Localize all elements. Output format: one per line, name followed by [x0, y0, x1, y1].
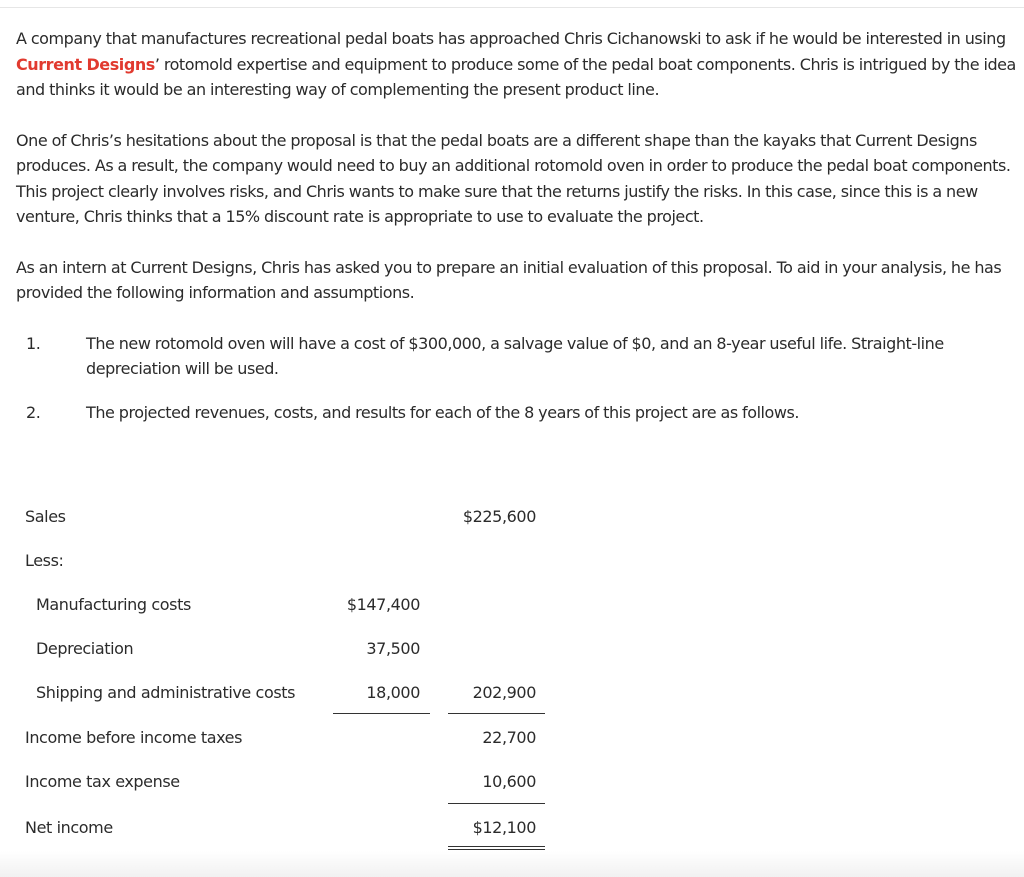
assumptions-list	[16, 331, 1024, 426]
tax-rule	[448, 803, 545, 804]
list-item-number: 2.	[26, 402, 41, 422]
income-before-taxes-value: 22,700	[482, 728, 536, 747]
paragraph-intro-end: ’ rotomold expertise and equipment to produce some of the pedal boat components. Chris is intrigued by the idea and thinks it would be an interesting way of complementing the present product line.	[16, 54, 1016, 99]
less-label: Less:	[25, 551, 64, 570]
net-income-double-rule-bottom	[448, 849, 545, 850]
problem-text	[16, 26, 1024, 425]
manufacturing-costs-value: $147,400	[346, 595, 420, 614]
paragraph-hesitations: One of Chris’s hesitations about the proposal is that the pedal boats are a different shape than the kayaks that Current Designs produces. As a result, the company would need to buy an additional rotomold oven in order to produce the pedal boat components. This project clearly involves risks, and Chris wants to make sure that the returns justify the risks. In this case, since this is a new venture, Chris thinks that a 15% discount rate is appropriate to use to evaluate the project.	[16, 130, 1011, 226]
income-tax-label: Income tax expense	[25, 772, 180, 791]
total-costs-rule	[448, 713, 545, 714]
paragraph-intern: As an intern at Current Designs, Chris has asked you to prepare an initial evaluation of this proposal. To aid in your analysis, he has provided the following information and assumptions.	[16, 257, 1002, 302]
bottom-fade	[0, 851, 1024, 877]
top-divider	[0, 7, 1024, 8]
list-item	[16, 400, 1024, 426]
list-item	[16, 331, 1024, 382]
company-name-highlight: Current Designs	[16, 54, 155, 74]
shipping-admin-label: Shipping and administrative costs	[36, 683, 296, 702]
income-tax-value: 10,600	[482, 772, 536, 791]
paragraph-intro-start: A company that manufactures recreational pedal boats has approached Chris Cichanowski to ask if he would be interested in using	[16, 29, 1006, 48]
list-item-number: 1.	[26, 333, 41, 353]
shipping-admin-value: 18,000	[366, 683, 420, 702]
subtotal-rule	[333, 713, 430, 714]
manufacturing-costs-label: Manufacturing costs	[36, 595, 191, 614]
total-costs-value: 202,900	[472, 683, 536, 702]
sales-label: Sales	[25, 507, 66, 526]
depreciation-value: 37,500	[366, 639, 420, 658]
paragraph-intro	[16, 26, 1024, 103]
sales-value: $225,600	[462, 507, 536, 526]
depreciation-label: Depreciation	[36, 639, 134, 658]
income-before-taxes-label: Income before income taxes	[25, 728, 243, 747]
net-income-value: $12,100	[472, 818, 536, 837]
list-item-text: The new rotomold oven will have a cost of $300,000, a salvage value of $0, and an 8-year useful life. Straight-line depreciation will be used.	[86, 333, 944, 378]
list-item-text: The projected revenues, costs, and results for each of the 8 years of this project are as follows.	[86, 402, 800, 422]
net-income-label: Net income	[25, 818, 113, 837]
net-income-double-rule-top	[448, 846, 545, 847]
